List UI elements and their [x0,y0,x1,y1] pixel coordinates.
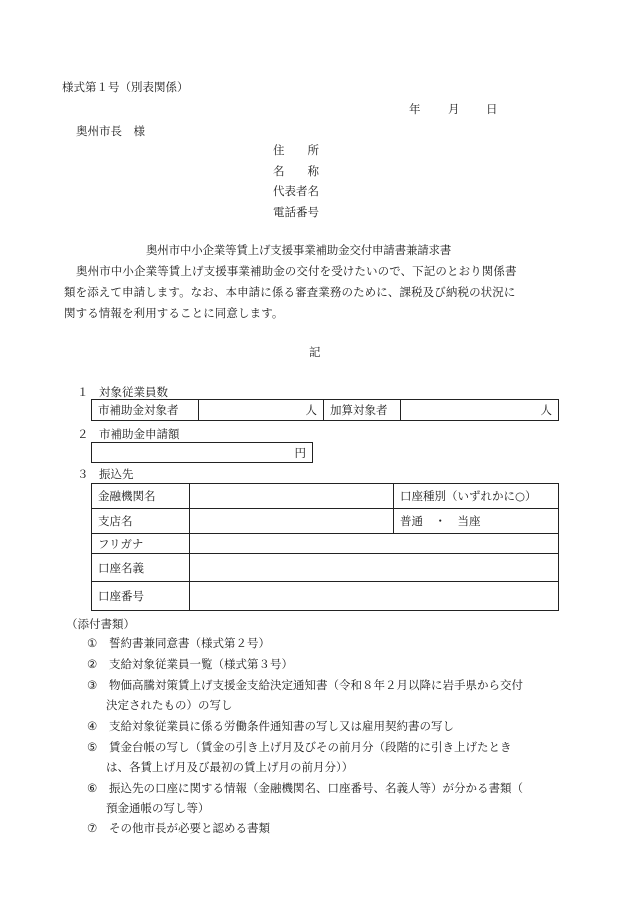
account-name-field[interactable] [190,554,559,582]
attachment-item [87,737,511,758]
item-text: 振込先の口座に関する情報（金融機関名、口座番号、名義人等）が分かる書類（ [108,781,523,795]
persons-unit: 人 [305,403,317,417]
section1-number: １ [77,385,89,399]
item-mark: ④ [87,719,98,733]
date-day-label: 日 [486,102,498,116]
item-text: 賃金台帳の写し（賃金の引き上げ月及びその前月分（段階的に引き上げたとき [108,740,512,754]
item-mark: ⑦ [87,821,98,835]
date-year-label: 年 [409,102,421,116]
branch-name-field[interactable] [190,509,394,534]
date-month-label: 月 [448,102,460,116]
section1-heading: 対象従業員数 [99,385,168,399]
attachment-item [87,778,523,799]
account-number-field[interactable] [190,582,559,611]
section3-number: ３ [77,467,89,481]
form-number: 様式第１号（別表関係） [62,80,189,94]
representative-label: 代表者名 [273,184,319,198]
phone-label: 電話番号 [273,205,319,219]
attachment-item [87,633,270,654]
section3-heading: 振込先 [99,467,134,481]
section2-heading: 市補助金申請額 [99,427,180,441]
persons-unit: 人 [540,403,552,417]
item-mark: ① [87,636,98,650]
attachment-item [87,654,293,675]
attachment-item [87,818,270,839]
section2-number: ２ [77,427,89,441]
attachment-item [87,716,454,737]
additional-employees-field[interactable] [401,400,559,421]
subsidy-amount-field[interactable] [92,443,313,463]
account-name-label: 口座名義 [92,554,190,582]
furigana-label: フリガナ [92,534,190,554]
body-line-2: 類を添えて申請します。なお、本申請に係る審査業務のために、課税及び納税の状況に [64,285,516,299]
attachment-item [87,675,523,696]
branch-name-label: 支店名 [92,509,190,534]
account-type-label: 口座種別（いずれかに○） [394,484,559,509]
name-label: 名 称 [273,164,319,178]
bank-name-field[interactable] [190,484,394,509]
employee-count-table [91,399,559,421]
item-mark: ⑤ [87,740,98,754]
account-number-label: 口座番号 [92,582,190,611]
target-employees-field[interactable] [199,400,324,421]
item-text-continued: 決定されたもの）の写し [106,698,233,712]
body-line-3: 関する情報を利用することに同意します。 [64,306,284,320]
item-text: 支給対象従業員一覧（様式第３号） [108,657,293,671]
item-text: 支給対象従業員に係る労働条件通知書の写し又は雇用契約書の写し [108,719,454,733]
item-text-continued: は、各賃上げ月及び最初の賃上げ月の前月分）） [106,760,354,774]
item-mark: ⑥ [87,781,98,795]
item-text-continued: 預金通帳の写し等） [106,801,210,815]
attachments-heading: （添付書類） [66,617,135,631]
item-text: 誓約書兼同意書（様式第２号） [108,636,270,650]
bank-name-label: 金融機関名 [92,484,190,509]
item-mark: ② [87,657,98,671]
document-title: 奥州市中小企業等賃上げ支援事業補助金交付申請書兼請求書 [146,243,452,257]
item-mark: ③ [87,678,98,692]
bank-account-table [91,483,559,611]
yen-unit: 円 [294,445,306,460]
item-text: 物価高騰対策賃上げ支援金支給決定通知書（令和８年２月以降に岩手県から交付 [108,678,523,692]
furigana-field[interactable] [190,534,559,554]
account-type-options[interactable]: 普通 ・ 当座 [394,509,559,534]
target-employees-label: 市補助金対象者 [92,400,199,421]
additional-employees-label: 加算対象者 [324,400,401,421]
addressee: 奥州市長 様 [76,124,145,138]
ki-label: 記 [309,345,321,359]
body-line-1: 奥州市中小企業等賃上げ支援事業補助金の交付を受けたいので、下記のとおり関係書 [76,264,517,278]
item-text: その他市長が必要と認める書類 [108,821,270,835]
address-label: 住 所 [273,143,319,157]
subsidy-amount-table [91,442,313,463]
